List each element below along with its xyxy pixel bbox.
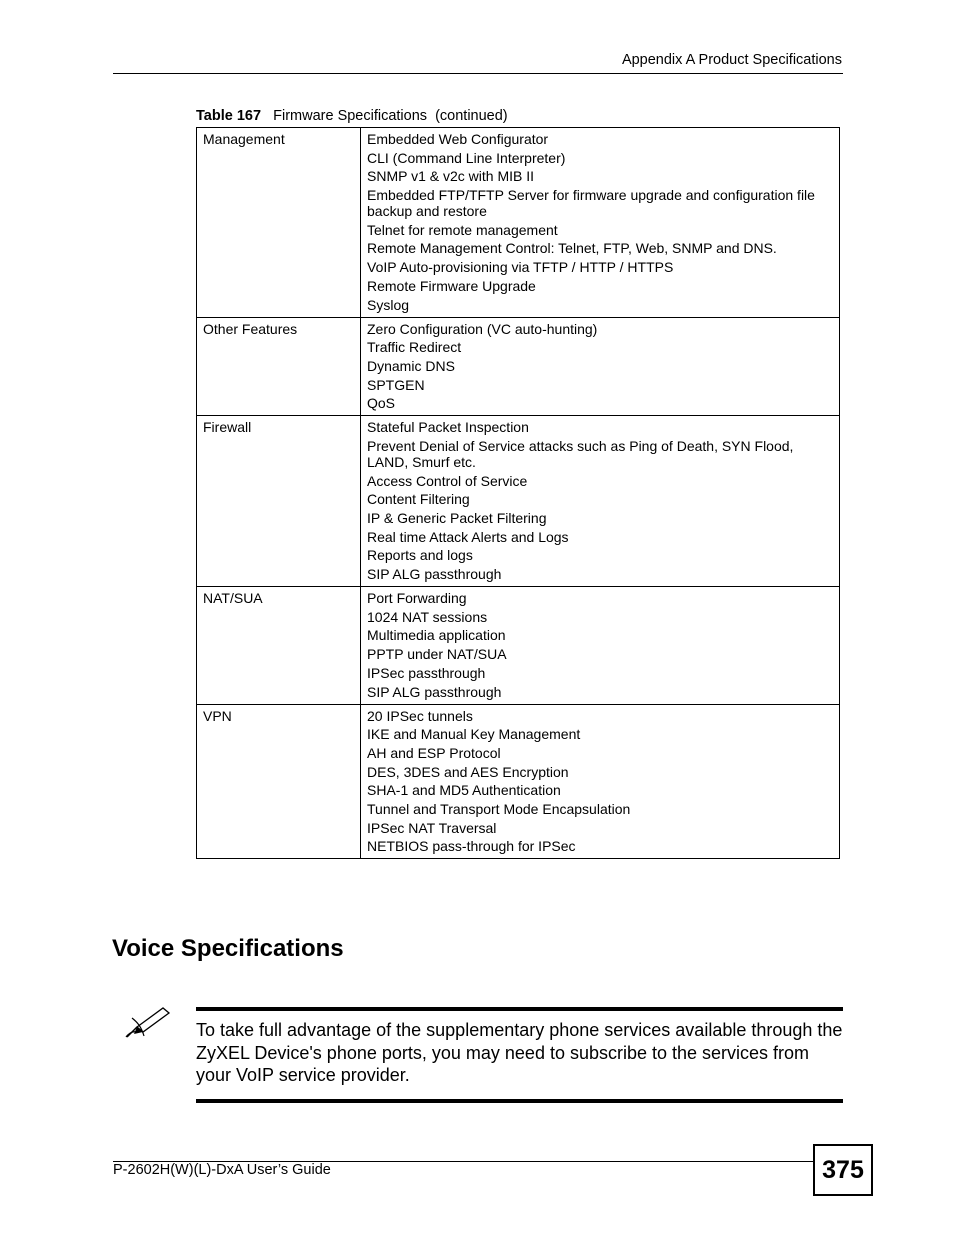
feature-item: SIP ALG passthrough (367, 683, 502, 700)
table-row (197, 416, 840, 587)
feature-item: IPSec NAT Traversal (367, 819, 497, 836)
feature-item: Access Control of Service (367, 472, 528, 489)
category-cell: Firewall (197, 416, 361, 587)
table-caption-label: Table 167 (196, 108, 262, 124)
feature-item: VoIP Auto-provisioning via TFTP / HTTP / HTTPS (367, 259, 674, 276)
feature-item: Multimedia application (367, 627, 506, 644)
table-row (197, 704, 840, 859)
feature-item: SHA-1 and MD5 Authentication (367, 782, 561, 799)
table-row (197, 317, 840, 416)
feature-item: Content Filtering (367, 491, 470, 508)
feature-item: Dynamic DNS (367, 357, 455, 374)
features-cell (361, 317, 840, 416)
feature-item: Real time Attack Alerts and Logs (367, 528, 569, 545)
footer-guide-title: P-2602H(W)(L)-DxA User’s Guide (113, 1162, 331, 1178)
feature-item: IP & Generic Packet Filtering (367, 510, 547, 526)
feature-item: Stateful Packet Inspection (367, 419, 529, 436)
header-divider (113, 73, 843, 74)
feature-item: 1024 NAT sessions (367, 608, 488, 625)
feature-item: Prevent Denial of Service attacks such as Ping of Death, SYN Flood, LAND, Smurf etc. (367, 437, 794, 470)
feature-item: Remote Firmware Upgrade (367, 277, 536, 294)
feature-item: Syslog (367, 296, 410, 313)
section-title: Voice Specifications (112, 935, 344, 962)
feature-item: Reports and logs (367, 547, 473, 564)
features-cell (361, 704, 840, 859)
feature-item: 20 IPSec tunnels (367, 707, 473, 724)
feature-item: Remote Management Control: Telnet, FTP, Web, SNMP and DNS. (367, 240, 777, 257)
table-row (197, 128, 840, 318)
category-cell: VPN (197, 704, 361, 859)
feature-item: Embedded Web Configurator (367, 131, 549, 147)
feature-item: NETBIOS pass-through for IPSec (367, 838, 576, 855)
feature-item: Zero Configuration (VC auto-hunting) (367, 320, 598, 337)
feature-item: Telnet for remote management (367, 221, 558, 238)
running-header: Appendix A Product Specifications (621, 52, 842, 68)
feature-item: Traffic Redirect (367, 339, 462, 356)
feature-item: PPTP under NAT/SUA (367, 646, 507, 663)
table-caption-text: Firmware Specifications (continued) (273, 108, 508, 124)
table-caption (196, 108, 508, 124)
feature-item: Port Forwarding (367, 590, 467, 607)
page-number: 375 (822, 1155, 864, 1184)
feature-item: SPTGEN (367, 376, 425, 393)
features-cell (361, 128, 840, 318)
feature-item: SNMP v1 & v2c with MIB II (367, 168, 535, 185)
feature-item: DES, 3DES and AES Encryption (367, 763, 569, 780)
category-cell: NAT/SUA (197, 587, 361, 704)
firmware-spec-table (196, 127, 840, 859)
note-text: To take full advantage of the supplementary phone services available through the ZyXEL Device's phone ports, you may need to subscribe to the services from your VoIP service provider. (196, 1020, 843, 1085)
note-bottom-rule (196, 1099, 843, 1103)
feature-item: CLI (Command Line Interpreter) (367, 149, 566, 166)
features-cell (361, 587, 840, 704)
feature-item: IKE and Manual Key Management (367, 726, 581, 743)
feature-item: QoS (367, 395, 396, 412)
note-top-rule (196, 1007, 843, 1011)
category-cell: Management (197, 128, 361, 318)
feature-item: Embedded FTP/TFTP Server for firmware upgrade and configuration file backup and restore (367, 187, 815, 220)
note-pen-icon (123, 1004, 175, 1040)
feature-item: Tunnel and Transport Mode Encapsulation (367, 800, 631, 817)
feature-item: IPSec passthrough (367, 664, 486, 681)
table-row (197, 587, 840, 704)
feature-item: SIP ALG passthrough (367, 566, 502, 583)
features-cell (361, 416, 840, 587)
page-number-box (813, 1144, 873, 1196)
feature-item: AH and ESP Protocol (367, 744, 501, 761)
category-cell: Other Features (197, 317, 361, 416)
